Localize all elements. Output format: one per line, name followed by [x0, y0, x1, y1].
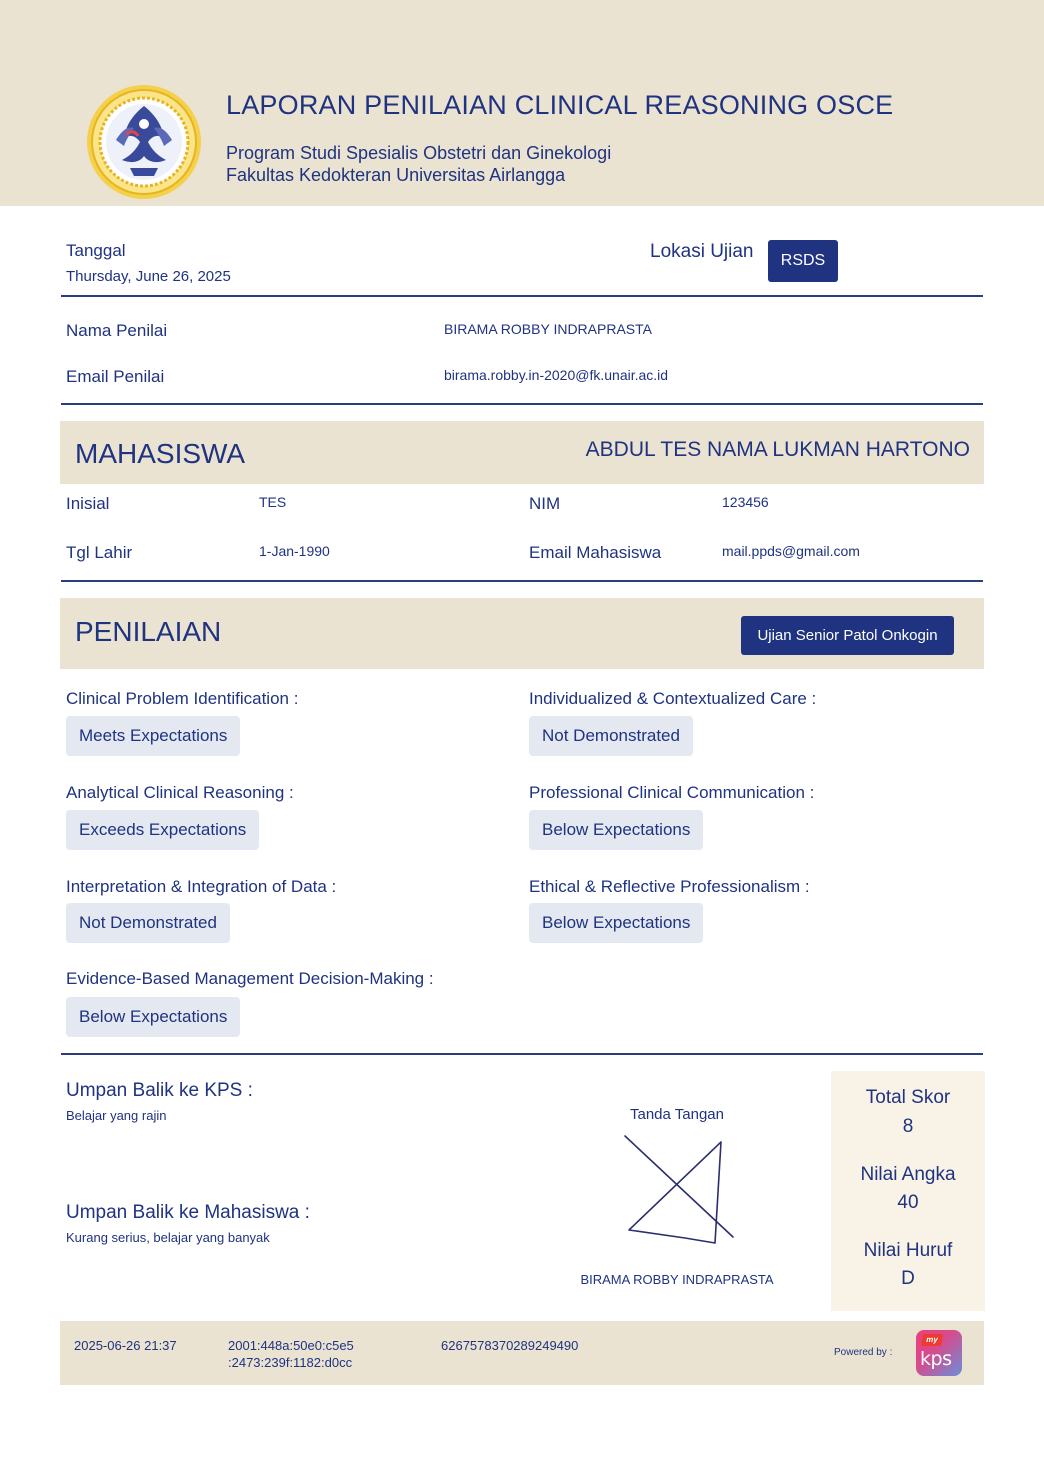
criterion-rating-chip: Below Expectations — [529, 810, 703, 850]
student-section-header — [60, 421, 984, 484]
location-label: Lokasi Ujian — [650, 241, 754, 262]
date-value: Thursday, June 26, 2025 — [66, 268, 231, 285]
program-name: Program Studi Spesialis Obstetri dan Ginekologi — [226, 143, 612, 163]
divider — [61, 403, 983, 405]
footer-document-id: 6267578370289249490 — [441, 1338, 579, 1353]
kps-feedback-label: Umpan Balik ke KPS : — [66, 1080, 253, 1101]
assessor-name-value: BIRAMA ROBBY INDRAPRASTA — [444, 321, 652, 337]
criterion-label: Interpretation & Integration of Data : — [66, 877, 337, 896]
signer-name: BIRAMA ROBBY INDRAPRASTA — [580, 1272, 774, 1287]
student-feedback-label: Umpan Balik ke Mahasiswa : — [66, 1202, 310, 1223]
report-header — [0, 0, 1044, 206]
criterion-rating-chip: Below Expectations — [66, 997, 240, 1037]
nim-label: NIM — [529, 494, 561, 513]
report-title: LAPORAN PENILAIAN CLINICAL REASONING OSCE — [226, 90, 894, 120]
faculty-name: Fakultas Kedokteran Universitas Airlangga — [226, 165, 566, 185]
criterion-label: Individualized & Contextualized Care : — [529, 689, 817, 708]
initial-label: Inisial — [66, 494, 110, 513]
assessment-section-header — [60, 598, 984, 669]
student-full-name: ABDUL TES NAMA LUKMAN HARTONO — [585, 438, 970, 461]
university-seal-icon — [86, 84, 202, 200]
divider — [61, 295, 983, 297]
student-feedback-value: Kurang serius, belajar yang banyak — [66, 1230, 270, 1245]
location-badge: RSDS — [768, 240, 838, 282]
letter-grade-label: Nilai Huruf — [863, 1240, 953, 1261]
total-score-label: Total Skor — [865, 1087, 951, 1108]
numeric-grade-value: 40 — [897, 1192, 919, 1213]
kps-logo-small-text: my — [921, 1334, 944, 1346]
initial-value: TES — [259, 494, 287, 510]
assessor-email-label: Email Penilai — [66, 367, 165, 386]
student-section-title: MAHASISWA — [75, 438, 246, 469]
kps-logo-icon — [916, 1330, 962, 1376]
criterion-label: Evidence-Based Management Decision-Making : — [66, 969, 434, 988]
footer-ip-line2: :2473:239f:1182:d0cc — [228, 1355, 353, 1370]
numeric-grade-label: Nilai Angka — [860, 1164, 956, 1185]
date-label: Tanggal — [66, 241, 126, 260]
signature-label: Tanda Tangan — [630, 1106, 724, 1123]
nim-value: 123456 — [722, 494, 769, 510]
report-footer — [60, 1321, 984, 1385]
criterion-label: Analytical Clinical Reasoning : — [66, 783, 294, 802]
assessor-name-label: Nama Penilai — [66, 321, 168, 340]
criterion-label: Clinical Problem Identification : — [66, 689, 299, 708]
criterion-rating-chip: Not Demonstrated — [529, 716, 693, 756]
kps-logo-text: kps — [920, 1348, 952, 1370]
criterion-rating-chip: Meets Expectations — [66, 716, 240, 756]
total-score-value: 8 — [902, 1116, 914, 1137]
footer-ip-line1: 2001:448a:50e0:c5e5 — [228, 1338, 354, 1353]
criterion-rating-chip: Not Demonstrated — [66, 903, 230, 943]
divider — [61, 1053, 983, 1055]
signature-image — [615, 1130, 745, 1255]
assessor-email-value: birama.robby.in-2020@fk.unair.ac.id — [444, 367, 669, 383]
criterion-rating-chip: Below Expectations — [529, 903, 703, 943]
letter-grade-value: D — [901, 1268, 915, 1289]
student-email-label: Email Mahasiswa — [529, 543, 662, 562]
dob-label: Tgl Lahir — [66, 543, 133, 562]
kps-feedback-value: Belajar yang rajin — [66, 1108, 167, 1123]
criterion-label: Ethical & Reflective Professionalism : — [529, 877, 810, 896]
criterion-label: Professional Clinical Communication : — [529, 783, 815, 802]
criterion-rating-chip: Exceeds Expectations — [66, 810, 259, 850]
exam-type-badge: Ujian Senior Patol Onkogin — [741, 616, 954, 655]
footer-timestamp: 2025-06-26 21:37 — [74, 1338, 177, 1353]
assessment-section-title: PENILAIAN — [75, 616, 222, 647]
powered-by-label: Powered by : — [834, 1347, 893, 1358]
student-email-value: mail.ppds@gmail.com — [722, 543, 860, 559]
score-summary — [831, 1071, 985, 1311]
divider — [61, 580, 983, 582]
dob-value: 1-Jan-1990 — [259, 543, 330, 559]
